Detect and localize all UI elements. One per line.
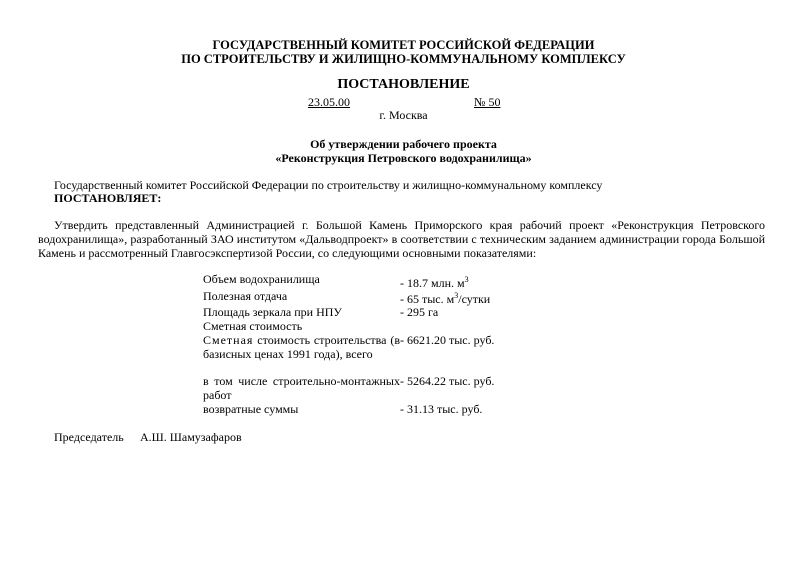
document-number: № 50 — [474, 95, 501, 109]
issuer-line-1: ГОСУДАРСТВЕННЫЙ КОМИТЕТ РОССИЙСКОЙ ФЕДЕРАЦИИ — [212, 38, 595, 52]
signature-role: Председатель — [54, 430, 124, 444]
indicator-value: - 65 тыс. $м^3$/сутки — [400, 291, 491, 306]
indicator-value: - 5264.22 тыс. руб. — [400, 374, 495, 388]
issuer-line-2: ПО СТРОИТЕЛЬСТВУ И ЖИЛИЩНО-КОММУНАЛЬНОМУ КОМПЛЕКСУ — [181, 52, 626, 66]
indicator-value: - 295 га — [400, 305, 439, 319]
indicator-label: возвратные суммы — [203, 402, 299, 416]
indicator-label: Сметная стоимость — [203, 319, 303, 333]
document-type-title: ПОСТАНОВЛЕНИЕ — [337, 77, 470, 92]
document-date: 23.05.00 — [308, 95, 350, 109]
indicator-value: - 18.7 млн. $м^3$ — [400, 275, 469, 290]
body-paragraph: Утвердить представленный Администрацией г. Большой Камень Приморского края рабочий проект «Реконструкция Петровского водохранилища», разработанный ЗАО институтом «Дальводпроект» в соответствии с техническим заданием администрации города Большой Камень и рассмотренный Главгосэкспертизой России, со следующими основными показателями: — [38, 218, 765, 260]
intro-text: Государственный комитет Российской Федерации по строительству и жилищно-коммунальному комплексу — [54, 178, 603, 192]
indicator-label: Объем водохранилища — [203, 272, 320, 286]
subject-line-1: Об утверждении рабочего проекта — [310, 137, 497, 151]
indicator-label: в том числе строительно-монтажных работ — [203, 374, 400, 402]
indicator-value: - 6621.20 тыс. руб. — [400, 333, 495, 347]
document-city: г. Москва — [379, 108, 428, 122]
decree-word: ПОСТАНОВЛЯЕТ: — [54, 191, 162, 205]
indicator-label: Сметная стоимость строительства (в базисных ценах 1991 года), всего — [203, 333, 400, 361]
indicator-label: Площадь зеркала при НПУ — [203, 305, 342, 319]
subject-line-2: «Реконструкция Петровского водохранилища» — [275, 151, 532, 165]
indicator-value: - 31.13 тыс. руб. — [400, 402, 483, 416]
signature-name: А.Ш. Шамузафаров — [140, 430, 242, 444]
indicator-label: Полезная отдача — [203, 289, 288, 303]
